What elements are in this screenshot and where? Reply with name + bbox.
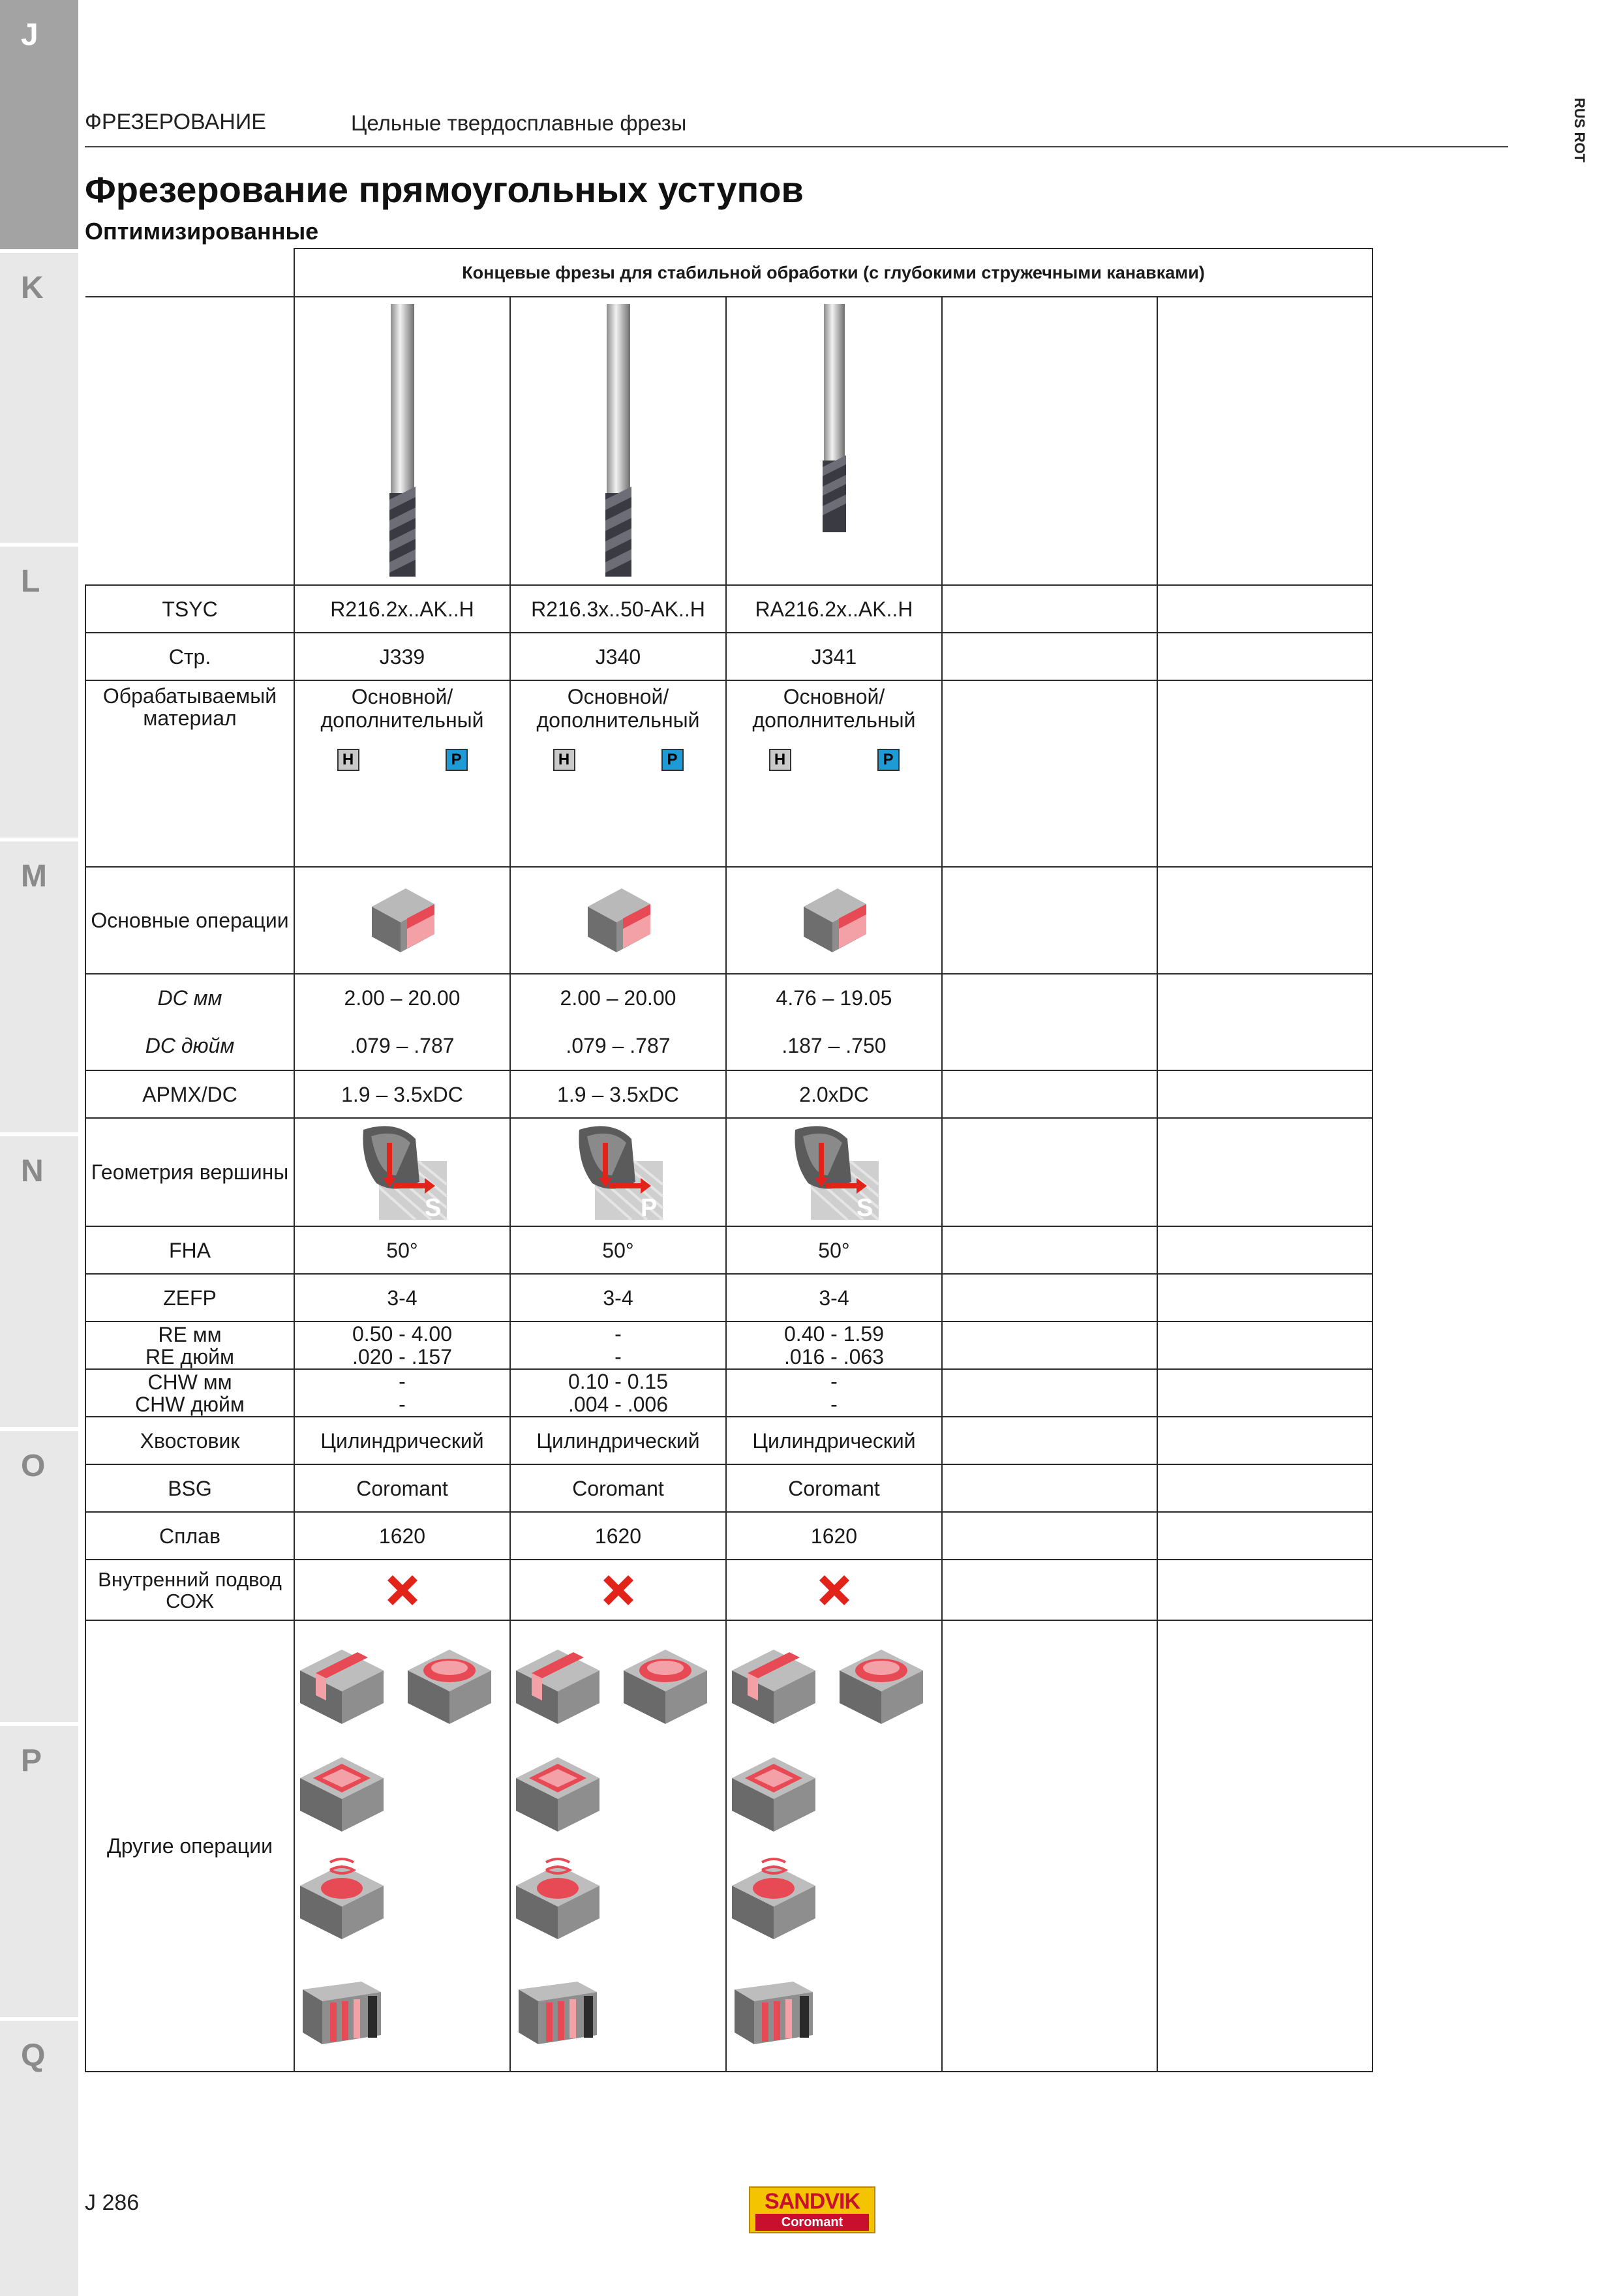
cell-fha: 50°	[726, 1226, 942, 1274]
cell-chw-mm: -	[399, 1369, 406, 1393]
cell-geometry	[294, 1118, 510, 1226]
cell-zefp: 3-4	[726, 1274, 942, 1322]
helical-interpolation-icon	[728, 1856, 819, 1941]
cell-dc-mm: 2.00 – 20.00	[560, 986, 676, 1010]
row-label-re-inch: RE дюйм	[145, 1344, 234, 1368]
section-tab-m[interactable]: M	[0, 841, 78, 1132]
cell-geometry	[510, 1118, 726, 1226]
end-mill-icon	[815, 304, 854, 578]
cell-shank: Цилиндрический	[510, 1417, 726, 1464]
row-label-tsyc: TSYC	[85, 585, 294, 633]
row-label-grade: Сплав	[85, 1512, 294, 1560]
cell-page-link[interactable]: J340	[510, 633, 726, 680]
spec-table	[85, 248, 1372, 2072]
cell-fha: 50°	[294, 1226, 510, 1274]
slot-milling-icon	[296, 1640, 387, 1725]
cell-page-link[interactable]: J341	[726, 633, 942, 680]
cell-main-op	[294, 867, 510, 974]
row-label-zefp: ZEFP	[85, 1274, 294, 1322]
section-tab-o[interactable]: O	[0, 1431, 78, 1722]
cell-other-ops	[294, 1620, 510, 2072]
shoulder-milling-icon	[583, 884, 654, 956]
cell-chw-inch: .004 - .006	[568, 1392, 668, 1416]
section-tab-n[interactable]: N	[0, 1136, 78, 1427]
cell-apmx: 1.9 – 3.5xDC	[294, 1070, 510, 1118]
cell-re-inch: .016 - .063	[784, 1344, 884, 1368]
row-label-coolant: Внутренний подвод СОЖ	[85, 1560, 294, 1620]
pocket-milling-icon	[836, 1640, 927, 1725]
cell-tsyc: R216.3x..50-AK..H	[510, 585, 726, 633]
section-tab-k[interactable]: K	[0, 253, 78, 543]
table-row-other-ops	[85, 1620, 1373, 2072]
cell-page-link[interactable]: J339	[294, 633, 510, 680]
cell-re-mm: -	[614, 1322, 622, 1346]
table-row-coolant	[85, 1560, 1373, 1620]
material-badge-h: H	[769, 749, 791, 771]
row-label-shank: Хвостовик	[85, 1417, 294, 1464]
cell-grade: 1620	[726, 1512, 942, 1560]
corner-geometry-icon	[573, 1123, 664, 1221]
corner-geometry-icon	[789, 1123, 880, 1221]
pocket-milling-icon	[404, 1640, 495, 1725]
empty-cell	[942, 297, 1157, 585]
material-text: Основной/ дополнительный	[536, 685, 700, 732]
row-label-bsg: BSG	[85, 1464, 294, 1512]
cell-dc-mm: 2.00 – 20.00	[344, 986, 461, 1010]
cell-main-op	[726, 867, 942, 974]
row-label-chw-inch: CHW дюйм	[135, 1392, 245, 1416]
cell-re-inch: -	[614, 1344, 622, 1368]
header-divider	[85, 146, 1508, 147]
cell-material	[294, 680, 510, 867]
cross-icon	[598, 1570, 639, 1610]
table-row-material	[85, 680, 1373, 867]
table-row-bsg	[85, 1464, 1373, 1512]
row-label-dc-inch: DC дюйм	[145, 1034, 235, 1057]
slot-milling-icon	[728, 1640, 819, 1725]
table-row-apmx	[85, 1070, 1373, 1118]
cell-re-mm: 0.40 - 1.59	[784, 1322, 884, 1346]
row-label-dc-mm: DC мм	[157, 986, 222, 1010]
cell-material	[510, 680, 726, 867]
table-row-dc	[85, 974, 1373, 1070]
cell-re-inch: .020 - .157	[352, 1344, 452, 1368]
row-label-fha: FHA	[85, 1226, 294, 1274]
row-label-material: Обрабатываемый материал	[85, 680, 294, 867]
table-row-tools	[85, 297, 1373, 585]
row-label-re-mm: RE мм	[158, 1322, 222, 1346]
plunge-milling-icon	[728, 1963, 819, 2048]
cell-bsg: Coromant	[510, 1464, 726, 1512]
table-corner	[85, 249, 294, 297]
page-number: J 286	[85, 2190, 140, 2215]
cell-chw-mm: -	[830, 1369, 838, 1393]
face-pocket-icon	[512, 1748, 603, 1833]
cell-apmx: 2.0xDC	[726, 1070, 942, 1118]
material-badge-h: H	[337, 749, 359, 771]
table-row-re	[85, 1322, 1373, 1369]
cell-shank: Цилиндрический	[726, 1417, 942, 1464]
cell-material	[726, 680, 942, 867]
cell-geometry	[726, 1118, 942, 1226]
cell-grade: 1620	[294, 1512, 510, 1560]
table-row-shank	[85, 1417, 1373, 1464]
shoulder-milling-icon	[798, 884, 870, 956]
material-badge-p: P	[661, 749, 684, 771]
section-tab-q[interactable]: Q	[0, 2021, 78, 2296]
cell-zefp: 3-4	[510, 1274, 726, 1322]
end-mill-icon	[599, 304, 638, 578]
row-label-page: Стр.	[85, 633, 294, 680]
cell-dc-inch: .187 – .750	[781, 1034, 887, 1057]
table-row-geometry	[85, 1118, 1373, 1226]
cell-bsg: Coromant	[294, 1464, 510, 1512]
cell-other-ops	[510, 1620, 726, 2072]
section-tabs	[0, 0, 78, 2296]
table-row-page	[85, 633, 1373, 680]
plunge-milling-icon	[512, 1963, 603, 2048]
material-badge-h: H	[553, 749, 575, 771]
cell-zefp: 3-4	[294, 1274, 510, 1322]
corner-geometry-icon	[357, 1123, 448, 1221]
material-text: Основной/ дополнительный	[752, 685, 916, 732]
cell-dc-mm: 4.76 – 19.05	[776, 986, 892, 1010]
table-row-main-ops	[85, 867, 1373, 974]
brand-logo-top: SANDVIK	[764, 2189, 860, 2214]
slot-milling-icon	[512, 1640, 603, 1725]
helical-interpolation-icon	[512, 1856, 603, 1941]
header-subcategory: Цельные твердосплавные фрезы	[351, 111, 687, 135]
cross-icon	[382, 1570, 423, 1610]
row-label-chw-mm: CHW мм	[147, 1370, 232, 1394]
cell-apmx: 1.9 – 3.5xDC	[510, 1070, 726, 1118]
brand-logo-bottom: Coromant	[755, 2214, 869, 2231]
row-label-main-ops: Основные операции	[85, 867, 294, 974]
helical-interpolation-icon	[296, 1856, 387, 1941]
cell-fha: 50°	[510, 1226, 726, 1274]
header-category: ФРЕЗЕРОВАНИЕ	[85, 110, 266, 134]
table-group-header: Концевые фрезы для стабильной обработки (с глубокими стружечными канавками)	[294, 249, 1373, 297]
language-code: RUS ROT	[1571, 98, 1588, 162]
cell-bsg: Coromant	[726, 1464, 942, 1512]
table-row-zefp	[85, 1274, 1373, 1322]
cell-main-op	[510, 867, 726, 974]
plunge-milling-icon	[296, 1963, 387, 2048]
cross-icon	[814, 1570, 855, 1610]
section-tab-l[interactable]: L	[0, 547, 78, 838]
shoulder-milling-icon	[367, 884, 438, 956]
material-badge-p: P	[446, 749, 468, 771]
tool-image-cell	[294, 297, 510, 585]
section-tab-p[interactable]: P	[0, 1726, 78, 2017]
cell-grade: 1620	[510, 1512, 726, 1560]
table-row-fha	[85, 1226, 1373, 1274]
tool-image-cell	[510, 297, 726, 585]
tool-image-cell	[726, 297, 942, 585]
pocket-milling-icon	[620, 1640, 711, 1725]
brand-logo	[749, 2186, 875, 2233]
cell-re-mm: 0.50 - 4.00	[352, 1322, 452, 1346]
cell-other-ops	[726, 1620, 942, 2072]
row-label-geometry: Геометрия вершины	[85, 1118, 294, 1226]
cell-dc-inch: .079 – .787	[350, 1034, 455, 1057]
face-pocket-icon	[728, 1748, 819, 1833]
table-row-grade	[85, 1512, 1373, 1560]
row-label-other-ops: Другие операции	[85, 1620, 294, 2072]
page-title: Фрезерование прямоугольных уступов	[85, 169, 804, 210]
cell-tsyc: RA216.2x..AK..H	[726, 585, 942, 633]
face-pocket-icon	[296, 1748, 387, 1833]
table-row-chw	[85, 1369, 1373, 1417]
geometry-code: P	[640, 1194, 657, 1221]
material-text: Основной/ дополнительный	[320, 685, 484, 732]
cell-chw-inch: -	[830, 1392, 838, 1416]
row-label-apmx: APMX/DC	[85, 1070, 294, 1118]
end-mill-icon	[383, 304, 422, 578]
material-badge-p: P	[877, 749, 900, 771]
geometry-code: S	[424, 1194, 441, 1221]
empty-cell	[1157, 297, 1373, 585]
geometry-code: S	[856, 1194, 873, 1221]
cell-shank: Цилиндрический	[294, 1417, 510, 1464]
table-row-tsyc	[85, 585, 1373, 633]
cell-dc-inch: .079 – .787	[566, 1034, 671, 1057]
cell-chw-inch: -	[399, 1392, 406, 1416]
page-subtitle: Оптимизированные	[85, 218, 319, 245]
section-tab-j[interactable]: J	[0, 0, 78, 249]
cell-tsyc: R216.2x..AK..H	[294, 585, 510, 633]
cell-chw-mm: 0.10 - 0.15	[568, 1369, 668, 1393]
